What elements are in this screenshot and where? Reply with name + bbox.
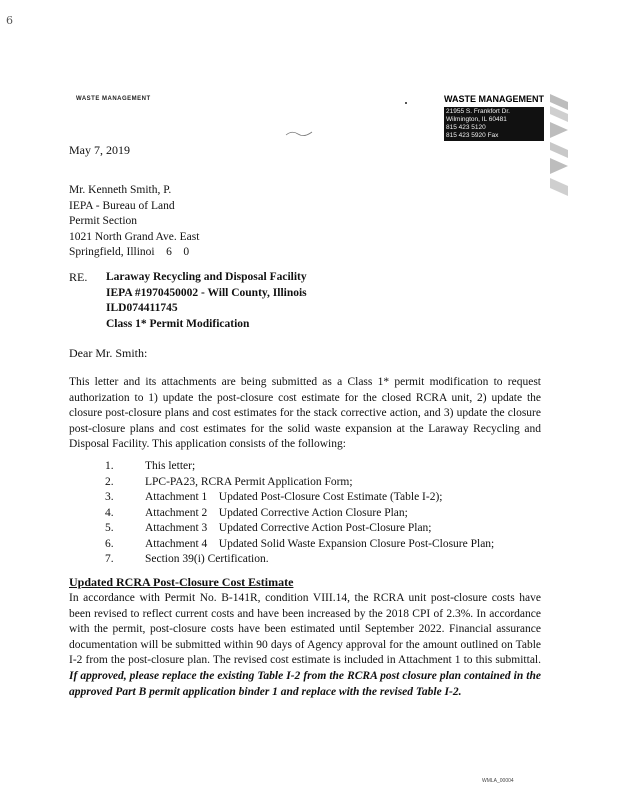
left-logo-text: WASTE MANAGEMENT [76, 96, 151, 102]
list-text: Attachment 1 Updated Post-Closure Cost Estimate (Table I-2); [145, 491, 443, 503]
re-label: RE. [69, 270, 88, 284]
bates-number: WMLA_00004 [482, 778, 514, 784]
recipient-line: Springfield, Illinoi 6 0 [69, 246, 190, 259]
list-text: This letter; [145, 460, 196, 472]
corner-mark: 6 [6, 14, 13, 27]
letterhead-address-box [444, 107, 544, 141]
section-emphasis: If approved, please replace the existing Table I-2 from the RCRA post closure plan contained in the approved Part B permit application binder 1 and replace with the revised Table I-2. [69, 669, 541, 698]
squiggle-mark-icon [285, 128, 313, 138]
list-text: Attachment 2 Updated Corrective Action Closure Plan; [145, 506, 408, 519]
list-text: Section 39(i) Certification. [145, 553, 269, 565]
section-heading: Updated RCRA Post-Closure Cost Estimate [69, 575, 294, 589]
list-number: 2. [105, 475, 114, 488]
letterhead-title: WASTE MANAGEMENT [444, 94, 544, 104]
wm-logo-icon [546, 92, 572, 202]
section-paragraph [69, 591, 541, 700]
list-text: Attachment 3 Updated Corrective Action Post-Closure Plan; [145, 522, 432, 534]
address-line: 815 423 5120 [446, 124, 486, 131]
recipient-line: 1021 North Grand Ave. East [69, 230, 200, 243]
list-number: 7. [105, 553, 114, 565]
intro-paragraph: This letter and its attachments are being submitted as a Class 1* permit modification to request authorization to 1) update the post-closure cost estimate for the closed RCRA unit, 2) update the closure post-closure plans and cost estimates for the stack corrective action, and 3) update the closure post-closure plans and cost estimates for the solid waste expansion at the Laraway Recycling and Disposal Facility. This application consists of the following: [69, 376, 541, 451]
recipient-line: Permit Section [69, 215, 138, 228]
recipient-block [69, 183, 199, 261]
recipient-line: Mr. Kenneth Smith, P. [69, 184, 172, 196]
list-text: LPC-PA23, RCRA Permit Application Form; [145, 475, 353, 488]
list-number: 4. [105, 506, 114, 519]
address-line: Wilmington, IL 60481 [446, 116, 507, 123]
re-line: Class 1* Permit Modification [106, 317, 250, 330]
section-body: In accordance with Permit No. B-141R, condition VIII.14, the RCRA unit post-closure costs have been revised to reflect current costs and have been increased by the 2018 CPI of 2.3%. In accordance with the permit, post-closure costs have been estimated until September 2022. Financial assurance documentation will be submitted within 90 days of Agency approval for the amount outlined on Table I-2 from the post-closure plan. The revised cost estimate is included in Attachment 1 to this submittal. [69, 592, 541, 667]
letter-date: May 7, 2019 [69, 143, 130, 157]
list-number: 3. [105, 491, 114, 503]
list-number: 1. [105, 460, 114, 472]
list-number: 6. [105, 537, 114, 550]
list-text: Attachment 4 Updated Solid Waste Expansion Closure Post-Closure Plan; [145, 537, 495, 550]
recipient-line: IEPA - Bureau of Land [69, 199, 175, 212]
list-number: 5. [105, 522, 114, 534]
re-line: ILD074411745 [106, 302, 178, 315]
re-line: IEPA #1970450002 - Will County, Illinois [106, 286, 307, 299]
re-line: Laraway Recycling and Disposal Facility [106, 271, 307, 283]
re-block [106, 270, 307, 332]
address-line: 21955 S. Frankfort Dr. [446, 108, 510, 115]
salutation: Dear Mr. Smith: [69, 346, 148, 360]
speck [405, 102, 407, 104]
address-line: 815 423 5920 Fax [446, 132, 499, 139]
